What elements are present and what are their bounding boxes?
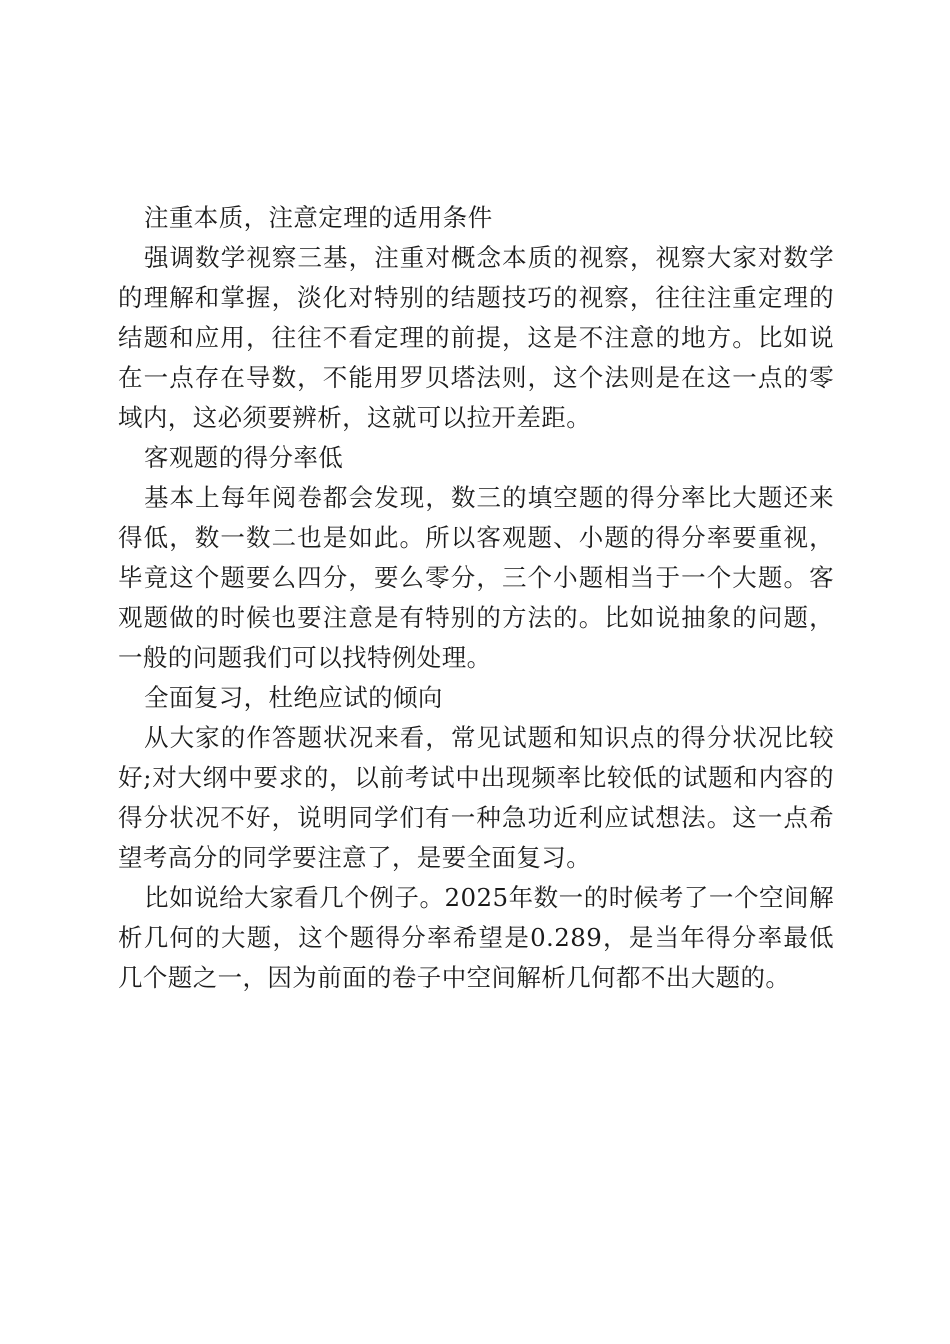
document-body bbox=[118, 198, 834, 998]
body-paragraph-objective-questions: 基本上每年阅卷都会发现，数三的填空题的得分率比大题还来得低，数一数二也是如此。所以客观题、小题的得分率要重视，毕竟这个题要么四分，要么零分，三个小题相当于一个大题。客观题做的时候也要注意是有特别的方法的。比如说抽象的问题，一般的问题我们可以找特例处理。 bbox=[118, 483, 834, 672]
section-heading-objective-questions: 客观题的得分率低 bbox=[144, 443, 344, 472]
body-paragraph-example: 比如说给大家看几个例子。2025年数一的时候考了一个空间解析几何的大题，这个题得分率希望是0.289，是当年得分率最低几个题之一，因为前面的卷子中空间解析几何都不出大题的。 bbox=[118, 883, 834, 992]
section-heading-essence: 注重本质，注意定理的适用条件 bbox=[144, 203, 493, 232]
body-paragraph-comprehensive-review: 从大家的作答题状况来看，常见试题和知识点的得分状况比较好;对大纲中要求的，以前考试中出现频率比较低的试题和内容的得分状况不好，说明同学们有一种急功近利应试想法。这一点希望考高分的同学要注意了，是要全面复习。 bbox=[118, 723, 834, 872]
body-paragraph-fundamentals: 强调数学视察三基，注重对概念本质的视察，视察大家对数学的理解和掌握，淡化对特别的结题技巧的视察，往往注重定理的结题和应用，往往不看定理的前提，这是不注意的地方。比如说在一点存在导数，不能用罗贝塔法则，这个法则是在这一点的零域内，这必须要辨析，这就可以拉开差距。 bbox=[118, 243, 834, 432]
section-heading-comprehensive-review: 全面复习，杜绝应试的倾向 bbox=[144, 683, 443, 712]
